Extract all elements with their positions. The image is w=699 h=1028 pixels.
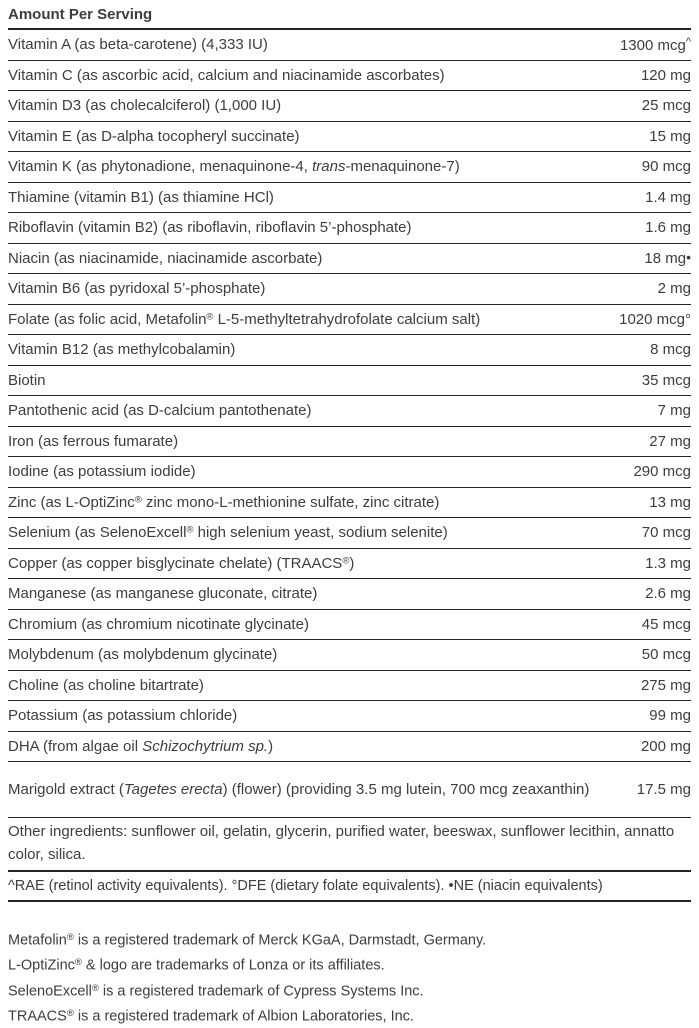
- nutrient-amount: 50 mcg: [641, 646, 691, 664]
- nutrient-amount: 1020 mcg°: [619, 310, 691, 328]
- nutrient-row: [8, 183, 691, 214]
- trademark-note: [8, 952, 691, 977]
- text-segment: Iodine (as potassium iodide): [8, 463, 196, 481]
- nutrient-name: [8, 738, 273, 755]
- nutrient-row: [8, 91, 691, 122]
- nutrient-name: [8, 36, 268, 53]
- nutrient-name: [8, 280, 265, 297]
- nutrient-name: [8, 616, 309, 633]
- nutrient-row: [8, 366, 691, 397]
- nutrient-name: [8, 372, 46, 389]
- nutrient-amount: 70 mcg: [641, 524, 691, 542]
- nutrient-name: [8, 250, 322, 267]
- nutrient-row: [8, 579, 691, 610]
- nutrient-row: [8, 61, 691, 92]
- italic-text: trans: [312, 158, 346, 176]
- text-segment: Vitamin D3 (as cholecalciferol) (1,000 IU): [8, 97, 282, 115]
- nutrient-name: [8, 677, 204, 694]
- nutrient-row: [8, 122, 691, 153]
- trademark-note: [8, 1003, 691, 1028]
- nutrient-amount: 2.6 mg: [645, 585, 691, 603]
- nutrient-amount: 200 mg: [640, 737, 691, 755]
- text-segment: Molybdenum (as molybdenum glycinate): [8, 646, 278, 664]
- nutrient-amount: 99 mg: [649, 707, 691, 725]
- nutrient-row: [8, 610, 691, 641]
- registered-mark: ®: [66, 1007, 74, 1019]
- text-segment: Vitamin K (as phytonadione, menaquinone-4,: [8, 158, 313, 176]
- nutrient-amount: 7 mg: [657, 402, 691, 420]
- nutrient-row: [8, 396, 691, 427]
- nutrient-name: [8, 97, 281, 114]
- registered-mark: ®: [134, 494, 142, 506]
- nutrient-name: [8, 158, 460, 175]
- nutrient-name: [8, 555, 354, 572]
- text-segment: is a registered trademark of Merck KGaA, Darmstadt, Germany.: [73, 932, 487, 949]
- nutrient-row: [8, 701, 691, 732]
- nutrient-name: [8, 219, 412, 236]
- text-segment: is a registered trademark of Albion Laboratories, Inc.: [73, 1008, 414, 1025]
- nutrient-row: [8, 152, 691, 183]
- nutrient-row: [8, 457, 691, 488]
- nutrient-amount: 45 mcg: [641, 615, 691, 633]
- text-segment: Potassium (as potassium chloride): [8, 707, 238, 725]
- text-segment: -menaquinone-7): [345, 158, 460, 176]
- nutrient-name: [8, 778, 589, 802]
- text-segment: ): [349, 554, 355, 572]
- italic-text: Schizochytrium sp.: [142, 737, 269, 755]
- nutrient-amount: 17.5 mg: [636, 781, 691, 798]
- text-segment: Metafolin: [8, 932, 67, 949]
- italic-text: Tagetes erecta: [123, 780, 223, 798]
- text-segment: Manganese (as manganese gluconate, citrate): [8, 585, 318, 603]
- nutrient-amount: 8 mcg: [650, 341, 691, 359]
- text-segment: Selenium (as SelenoExcell: [8, 524, 187, 542]
- text-segment: Riboflavin (vitamin B2) (as riboflavin, riboflavin 5’-phosphate): [8, 219, 412, 237]
- nutrient-amount: 2 mg: [657, 280, 691, 298]
- nutrient-row: [8, 244, 691, 275]
- nutrient-row: [8, 671, 691, 702]
- text-segment: high selenium yeast, sodium selenite): [193, 524, 448, 542]
- text-segment: Folate (as folic acid, Metafolin: [8, 310, 207, 328]
- nutrient-amount: 27 mg: [649, 432, 691, 450]
- nutrient-amount: 35 mcg: [641, 371, 691, 389]
- nutrient-row: [8, 305, 691, 336]
- text-segment: Chromium (as chromium nicotinate glycinate): [8, 615, 309, 633]
- amount-per-serving-header: Amount Per Serving: [8, 0, 691, 30]
- text-segment: zinc mono-L-methionine sulfate, zinc citrate): [141, 493, 440, 511]
- text-segment: L-5-methyltetrahydrofolate calcium salt): [213, 310, 481, 328]
- text-segment: Zinc (as L-OptiZinc: [8, 493, 135, 511]
- nutrient-name: [8, 494, 439, 511]
- text-segment: Vitamin B12 (as methylcobalamin): [8, 341, 236, 359]
- registered-mark: ®: [74, 957, 82, 969]
- nutrient-row: [8, 488, 691, 519]
- text-segment: Copper (as copper bisglycinate chelate) (TRAACS: [8, 554, 343, 572]
- registered-mark: ®: [342, 555, 350, 567]
- nutrient-rows: [8, 30, 691, 818]
- trademark-note: [8, 978, 691, 1003]
- nutrient-amount: 18 mg•: [644, 249, 691, 268]
- amount-footnote-marker: •: [686, 249, 691, 266]
- trademark-notes: [8, 927, 691, 1028]
- nutrient-amount: 15 mg: [649, 127, 691, 145]
- text-segment: Biotin: [8, 371, 46, 389]
- text-segment: Vitamin C (as ascorbic acid, calcium and niacinamide ascorbates): [8, 66, 445, 84]
- nutrient-amount: 1.6 mg: [645, 219, 691, 237]
- registered-mark: ®: [186, 524, 194, 536]
- text-segment: ) (flower) (providing 3.5 mg lutein, 700 mcg zeaxanthin): [222, 780, 590, 798]
- text-segment: Choline (as choline bitartrate): [8, 676, 204, 694]
- nutrient-name: [8, 463, 196, 480]
- nutrient-name: [8, 433, 178, 450]
- nutrient-amount: 13 mg: [649, 493, 691, 511]
- amount-footnote-marker: ^: [685, 35, 691, 48]
- nutrient-name: [8, 646, 277, 663]
- other-ingredients-text: Other ingredients: sunflower oil, gelatin, glycerin, purified water, beeswax, sunflower lecithin, annatto color, silica.: [8, 818, 691, 872]
- text-segment: TRAACS: [8, 1008, 67, 1025]
- nutrient-row: [8, 549, 691, 580]
- nutrient-row: [8, 30, 691, 61]
- nutrient-row: [8, 213, 691, 244]
- nutrient-amount: 120 mg: [640, 66, 691, 84]
- nutrient-name: [8, 311, 480, 328]
- text-segment: Marigold extract (: [8, 780, 124, 798]
- text-segment: DHA (from algae oil: [8, 737, 143, 755]
- registered-mark: ®: [91, 982, 99, 994]
- registered-mark: ®: [66, 932, 74, 943]
- nutrient-row: [8, 427, 691, 458]
- text-segment: Pantothenic acid (as D-calcium pantothenate): [8, 402, 312, 420]
- nutrient-name: [8, 524, 448, 541]
- text-segment: Vitamin E (as D-alpha tocopheryl succinate): [8, 127, 300, 145]
- text-segment: Thiamine (vitamin B1) (as thiamine HCl): [8, 188, 274, 206]
- text-segment: L-OptiZinc: [8, 957, 75, 974]
- nutrient-row: [8, 640, 691, 671]
- nutrient-amount: 275 mg: [640, 676, 691, 694]
- nutrient-name: [8, 189, 274, 206]
- nutrient-amount: 1.4 mg: [645, 188, 691, 206]
- nutrient-name: [8, 402, 312, 419]
- registered-mark: ®: [206, 311, 214, 323]
- amount-footnote-marker: °: [685, 310, 691, 328]
- text-segment: Vitamin B6 (as pyridoxal 5’-phosphate): [8, 280, 266, 298]
- nutrient-row: [8, 518, 691, 549]
- nutrient-row: [8, 274, 691, 305]
- text-segment: SelenoExcell: [8, 983, 92, 1000]
- nutrient-amount: 90 mcg: [641, 158, 691, 176]
- nutrient-name: [8, 341, 235, 358]
- text-segment: Vitamin A (as beta-carotene) (4,333 IU): [8, 36, 268, 54]
- text-segment: Niacin (as niacinamide, niacinamide ascorbate): [8, 249, 323, 267]
- text-segment: & logo are trademarks of Lonza or its affiliates.: [81, 957, 385, 974]
- nutrient-name: [8, 585, 317, 602]
- nutrient-amount: 25 mcg: [641, 97, 691, 115]
- text-segment: is a registered trademark of Cypress Systems Inc.: [98, 983, 424, 1000]
- nutrient-row: [8, 732, 691, 763]
- text-segment: ): [268, 737, 274, 755]
- nutrient-amount: 290 mcg: [633, 463, 691, 481]
- nutrient-row: [8, 762, 691, 818]
- text-segment: Iron (as ferrous fumarate): [8, 432, 179, 450]
- nutrient-amount: 1300 mcg^: [619, 35, 691, 54]
- nutrient-amount: 1.3 mg: [645, 554, 691, 572]
- nutrient-name: [8, 67, 445, 84]
- nutrient-name: [8, 128, 300, 145]
- nutrient-name: [8, 707, 237, 724]
- footnote-text: ^RAE (retinol activity equivalents). °DFE (dietary folate equivalents). •NE (niacin equivalents): [8, 872, 691, 902]
- trademark-note: [8, 927, 691, 952]
- nutrient-row: [8, 335, 691, 366]
